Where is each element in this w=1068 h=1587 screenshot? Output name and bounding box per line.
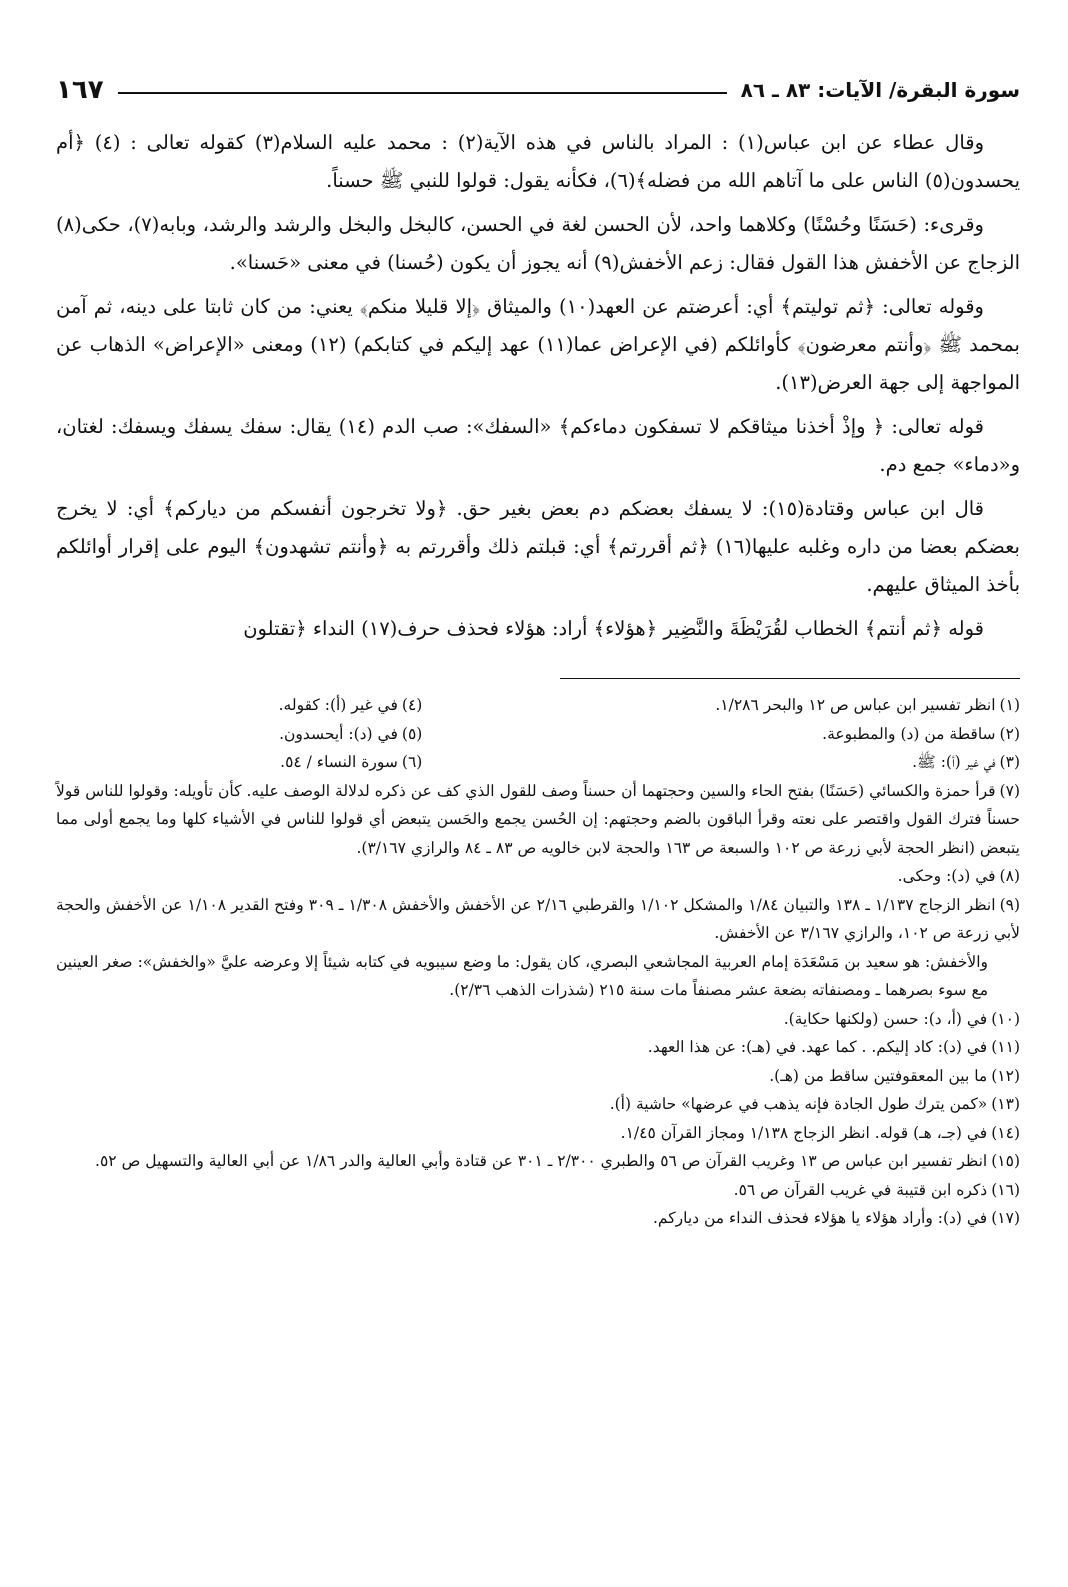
- footnote-number: (١٣): [991, 1095, 1020, 1113]
- footnote-number: (١٧): [991, 1209, 1020, 1227]
- footnote-number: (١٥): [991, 1152, 1020, 1170]
- footnote-text: انظر الزجاج ١/١٣٧ ـ ١٣٨ والتبيان ١/٨٤ والمشكل ١/١٠٢ والقرطبي ٢/١٦ عن الأخفش والأخفش ١/٣٠٨ ـ ٣٠٩ وفتح القدير ١/١٠٨ عن الأخفش والحجة لأبي زرعة ص ١٠٢، والرازي ٣/١٦٧ عن الأخفش.: [56, 895, 1020, 942]
- footnote-text: في غير (أ): ﷺ.: [912, 753, 996, 771]
- paragraph: قوله ﴿ثم أنتم﴾ الخطاب لقُرَيْظَةَ والنَّضِير ﴿هؤلاء﴾ أراد: هؤلاء فحذف حرف(١٧) النداء ﴿تقتلون: [243, 617, 984, 640]
- footnote-text: انظر تفسير ابن عباس ص ١٣ وغريب القرآن ص ٥٦ والطبري ٢/٣٠٠ ـ ٣٠١ عن قتادة وأبي العالية والدر ١/٨٦ عن أبي العالية والتسهيل ص ٥٢.: [95, 1152, 988, 1170]
- footnote: [56, 891, 1020, 948]
- footnote: [422, 748, 1020, 777]
- footnote-text: انظر تفسير ابن عباس ص ١٢ والبحر ١/٢٨٦.: [715, 696, 996, 714]
- footnote-text: في (د): وأراد هؤلاء يا هؤلاء فحذف النداء من دياركم.: [652, 1209, 988, 1227]
- footnote-number: (١): [999, 696, 1020, 714]
- footnote-text: ذكره ابن قتيبة في غريب القرآن ص ٥٦.: [733, 1180, 988, 1199]
- footnote-text: في (د): أيحسدون.: [279, 724, 398, 743]
- footnote-text: في (د): كاد إليكم. . كما عهد. في (هـ): عن هذا العهد.: [647, 1038, 988, 1056]
- footnote-columns: [56, 691, 1020, 777]
- footnote-separator: [560, 678, 1020, 679]
- footnote-text: في (جـ، هـ) قوله. انظر الزجاج ١/١٣٨ ومجاز القرآن ١/٤٥.: [620, 1123, 988, 1142]
- footnote-text: في غير (أ): كقوله.: [278, 696, 398, 714]
- footnote: [422, 720, 1020, 749]
- footnote: [56, 862, 1020, 891]
- footnote-number: (١٢): [991, 1066, 1020, 1085]
- footnote: [56, 1005, 1020, 1034]
- paragraph: وقال عطاء عن ابن عباس(١) : المراد بالناس في هذه الآية(٢) : محمد عليه السلام(٣) كقوله تعالى : (٤) ﴿أم يحسدون(٥) الناس على ما آتاهم الله من فضله﴾(٦)، فكأنه يقول: قولوا للنبي ﷺ حسناً.: [56, 131, 1020, 192]
- header-rule: [118, 92, 727, 94]
- footnote-text: قرأ حمزة والكسائي (حَسَنًا) بفتح الحاء والسين وحجتهما أن حسناً وصف للقول الذي كف عن ذكره لدلالة الوصف عليه. كأن تأويله: وقولوا للناس قولاً حسناً فترك القول واقتصر على نعته وقرأ الباقون بالضم وحجتهم: إن الحُسن يجمع والحَسن يتبعض أي قولوا للناس في الأشياء كلها وما يجمع أولى مما يتبعض (انظر الحجة لأبي زرعة ص ١٠٢ والسبعة ص ١٦٣ والحجة لابن خالويه ص ٨٣ ـ ٨٤ والرازي ٣/١٦٧).: [56, 781, 1020, 857]
- footnote-text: ساقطة من (د) والمطبوعة.: [822, 724, 996, 743]
- footnote-text: في (أ، د): حسن (ولكنها حكاية).: [783, 1009, 988, 1028]
- footnote-number: (٧): [999, 781, 1020, 800]
- paragraph: وقرىء: (حَسَنًا وحُسْنًا) وكلاهما واحد، لأن الحسن لغة في الحسن، كالبخل والبخل والرشد والرشد، وبابه(٧)، حكى(٨) الزجاج عن الأخفش هذا القول فقال: زعم الأخفش(٩) أنه يجوز أن يكون (حُسنا) في معنى «حَسنا».: [56, 213, 1020, 274]
- footnote-number: (١٤): [991, 1123, 1020, 1142]
- footnote: [56, 777, 1020, 863]
- paragraph: قوله تعالى: ﴿ وإذْ أخذنا ميثاقكم لا تسفكون دماءكم﴾ «السفك»: صب الدم (١٤) يقال: سفك يسفك ويسفك: لغتان، و«دماء» جمع دم.: [56, 415, 1020, 476]
- footnote-number: (٨): [999, 867, 1020, 885]
- footnote: [56, 1119, 1020, 1148]
- footnote-number: (٣): [999, 753, 1020, 771]
- footnote-number: (٩): [999, 895, 1021, 914]
- footnote: [56, 1033, 1020, 1062]
- footnote-number: (٦): [401, 753, 423, 771]
- page-header: [56, 70, 1020, 110]
- footnote: [422, 691, 1020, 720]
- footnote-number: (٢): [999, 724, 1020, 743]
- footnote-text: ما بين المعقوفتين ساقط من (هـ).: [769, 1066, 988, 1085]
- footnote-text: في (د): وحكى.: [897, 867, 996, 885]
- footnote-text: سورة النساء / ٥٤.: [280, 753, 398, 771]
- footnote: [56, 748, 422, 777]
- footnote: [56, 1204, 1020, 1233]
- footnote-number: (٤): [401, 696, 423, 714]
- main-text: [56, 124, 1020, 648]
- footnote: [56, 691, 422, 720]
- footnote-number: (١١): [991, 1038, 1020, 1056]
- footnotes: [56, 691, 1020, 1233]
- footnote-number: (٥): [401, 724, 423, 743]
- footnote-continuation: [56, 948, 1020, 1005]
- footnote-column-left: [56, 691, 422, 777]
- footnote: [56, 1147, 1020, 1176]
- footnote: [56, 720, 422, 749]
- footnote-number: (١٠): [991, 1009, 1020, 1028]
- paragraph: قال ابن عباس وقتادة(١٥): لا يسفك بعضكم دم بعض بغير حق. ﴿ولا تخرجون أنفسكم من دياركم﴾ أي: لا يخرج بعضكم بعضا من داره وغلبه عليها(١٦) ﴿ثم أقررتم﴾ أي: قبلتم ذلك وأقررتم به ﴿وأنتم تشهدون﴾ اليوم على إقرار أوائلكم بأخذ الميثاق عليهم.: [56, 497, 1020, 596]
- footnote-column-right: [422, 691, 1020, 777]
- footnote-text: والأخفش: هو سعيد بن مَسْعَدَة إمام العربية المجاشعي البصري، كان يقول: ما وضع سيبويه في كتابه شيئاً إلا وعرضه عليَّ «والخفش»: صغر العينين مع سوء بصرهما ـ ومصنفاته بضعة عشر مصنفاً مات سنة ٢١٥ (شذرات الذهب ٢/٣٦).: [56, 952, 988, 999]
- page-number: ١٦٧: [56, 75, 104, 105]
- footnote: [56, 1176, 1020, 1205]
- footnote: [56, 1062, 1020, 1091]
- running-title: سورة البقرة/ الآيات: ٨٣ ـ ٨٦: [740, 78, 1020, 102]
- footnote-text: «كمن يترك طول الجادة فإنه يذهب في عرضها» حاشية (أ).: [609, 1095, 988, 1113]
- paragraph: وقوله تعالى: ﴿ثم توليتم﴾ أي: أعرضتم عن العهد(١٠) والميثاق ﴿إلا قليلا منكم﴾ يعني: من كان ثابتا على دينه، ثم آمن بمحمد ﷺ ﴿وأنتم معرضون﴾ كأوائلكم (في الإعراض عما(١١) عهد إليكم في كتابكم) (١٢) ومعنى «الإعراض» الذهاب عن المواجهة إلى جهة العرض(١٣).: [56, 295, 1020, 394]
- footnote: [56, 1090, 1020, 1119]
- footnote-number: (١٦): [991, 1180, 1020, 1199]
